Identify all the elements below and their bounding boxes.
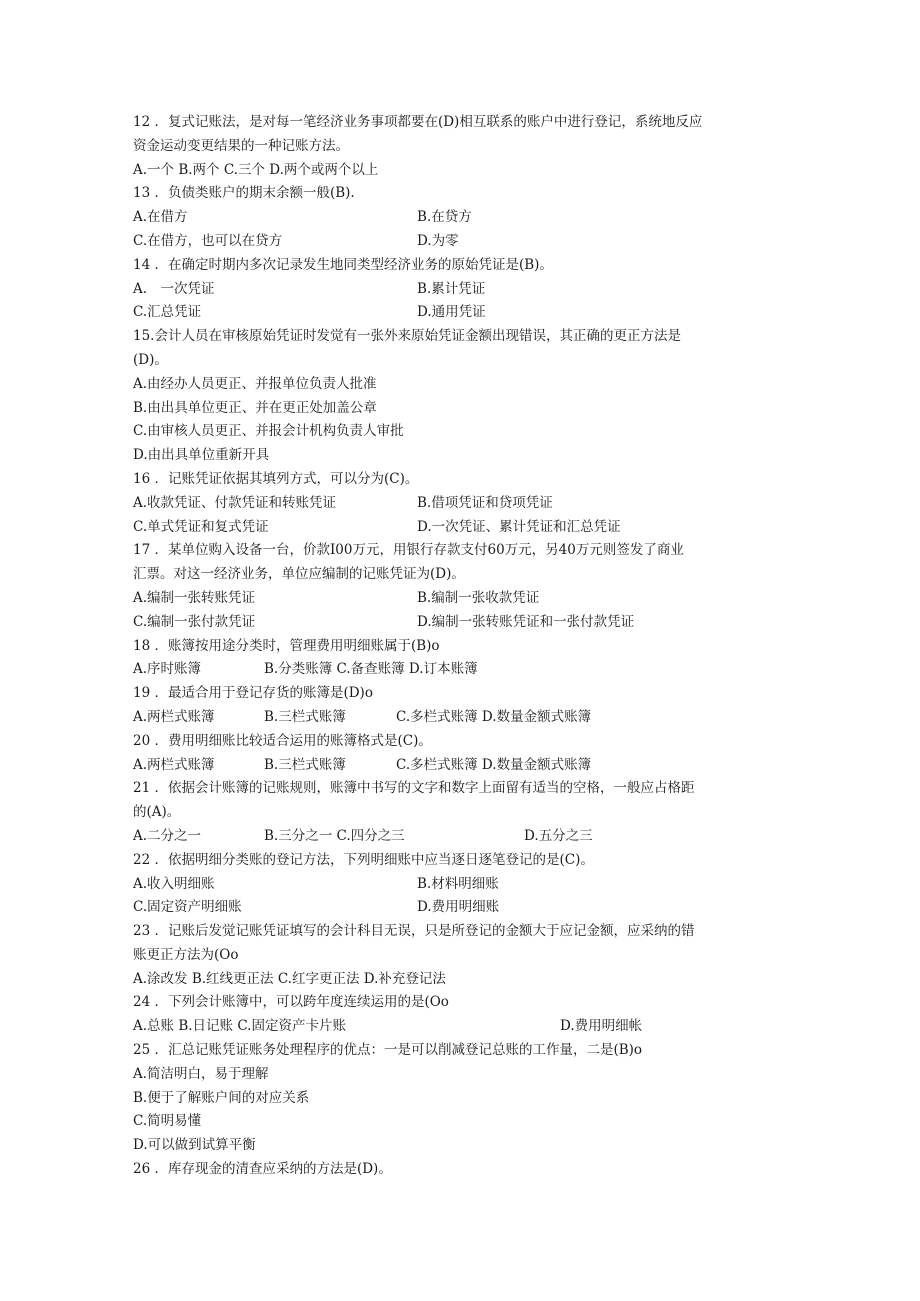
q14-option-b: B.累计凭证 xyxy=(417,280,486,297)
q19-option-b: B.三栏式账簿 xyxy=(264,708,346,725)
q19-stem: 19 ．最适合用于登记存货的账簿是(D)o xyxy=(133,685,373,702)
q12-stem-line1: 12 ．复式记账法，是对每一笔经济业务事项都要在(D)相互联系的账户中进行登记，系统地反应 xyxy=(133,114,703,130)
q24-option-d: D.费用明细帐 xyxy=(560,1018,643,1035)
q22-option-a: A.收入明细账 xyxy=(133,875,215,892)
q13-options-row1 xyxy=(133,206,793,230)
q24-options-abc: A.总账 B.日记账 C.固定资产卡片账 xyxy=(133,1018,346,1035)
q15-option-c: C.由审核人员更正、并报会计机构负责人审批 xyxy=(133,423,404,440)
q17-option-c: C.编制一张付款凭证 xyxy=(133,613,256,630)
q24-options xyxy=(133,1015,793,1039)
q20-stem: 20 ．费用明细账比较适合运用的账簿格式是(C)。 xyxy=(133,732,432,749)
q17-options-row2 xyxy=(133,611,793,635)
q18-option-a: A.序时账簿 xyxy=(133,661,202,678)
q23-options: A.涂改发 B.红线更正法 C.红字更正法 D.补充登记法 xyxy=(133,970,446,987)
q17-stem-line1: 17 ．某单位购入设备一台，价款I00万元，用银行存款支付60万元，另40万元则签发了商业 xyxy=(133,542,684,559)
q21-option-d: D.五分之三 xyxy=(524,827,593,844)
q20-options xyxy=(133,754,793,778)
q16-stem: 16 ．记账凭证依据其填列方式，可以分为(C)。 xyxy=(133,470,419,487)
q22-options-row2 xyxy=(133,896,793,920)
q20-options-cd: C.多栏式账簿 D.数量金额式账簿 xyxy=(396,756,592,773)
q12-options: A.一个 B.两个 C.三个 D.两个或两个以上 xyxy=(133,161,379,178)
q22-stem: 22 ．依据明细分类账的登记方法，下列明细账中应当逐日逐笔登记的是(C)。 xyxy=(133,851,594,868)
q21-stem-line2: 的(A)。 xyxy=(133,804,181,821)
q26-stem: 26 ．库存现金的清查应采纳的方法是(D)。 xyxy=(133,1161,392,1178)
q19-option-a: A.两栏式账簿 xyxy=(133,708,215,725)
q16-option-b: B.借项凭证和贷项凭证 xyxy=(417,494,553,511)
q13-option-d: D.为零 xyxy=(417,232,459,249)
q14-stem: 14 ．在确定时期内多次记录发生地同类型经济业务的原始凭证是(B)。 xyxy=(133,256,553,273)
q21-options-bc: B.三分之一 C.四分之三 xyxy=(264,827,405,844)
q23-stem-line1: 23 ．记账后发觉记账凭证填写的会计科目无误，只是所登记的金额大于应记金额，应采纳的错 xyxy=(133,923,695,940)
q25-option-d: D.可以做到试算平衡 xyxy=(133,1137,256,1154)
q13-option-b: B.在贷方 xyxy=(417,209,472,226)
q16-option-a: A.收款凭证、付款凭证和转账凭证 xyxy=(133,494,337,511)
q15-option-d: D.由出具单位重新开具 xyxy=(133,447,270,464)
q17-option-a: A.编制一张转账凭证 xyxy=(133,589,256,606)
q14-option-a: A. 一次凭证 xyxy=(133,280,215,297)
q21-option-a: A.二分之一 xyxy=(133,827,202,844)
q13-options-row2 xyxy=(133,230,793,254)
q25-option-b: B.便于了解账户间的对应关系 xyxy=(133,1089,310,1106)
q20-option-a: A.两栏式账簿 xyxy=(133,756,215,773)
q21-options xyxy=(133,825,793,849)
q25-option-c: C.简明易懂 xyxy=(133,1113,202,1130)
q18-stem: 18 ．账簿按用途分类时，管理费用明细账属于(B)o xyxy=(133,637,440,654)
q17-options-row1 xyxy=(133,587,793,611)
q14-option-d: D.通用凭证 xyxy=(417,304,486,321)
q22-options-row1 xyxy=(133,873,793,897)
q25-option-a: A.简洁明白，易于理解 xyxy=(133,1065,269,1082)
q15-option-b: B.由出具单位更正、并在更正处加盖公章 xyxy=(133,399,377,416)
q12-stem-line2: 资金运动变更结果的一种记账方法。 xyxy=(133,137,349,154)
q22-option-c: C.固定资产明细账 xyxy=(133,899,242,916)
q15-stem-line2: (D)。 xyxy=(133,351,168,368)
q16-options-row1 xyxy=(133,492,793,516)
q16-options-row2 xyxy=(133,516,793,540)
q18-options xyxy=(133,658,793,682)
q14-options-row2 xyxy=(133,301,793,325)
q16-option-d: D.一次凭证、累计凭证和汇总凭证 xyxy=(417,518,621,535)
q25-stem: 25 ．汇总记账凭证账务处理程序的优点：一是可以削减登记总账的工作量，二是(B)o xyxy=(133,1042,643,1059)
q14-option-c: C.汇总凭证 xyxy=(133,304,202,321)
q19-options xyxy=(133,706,793,730)
q20-option-b: B.三栏式账簿 xyxy=(264,756,346,773)
q18-options-bcd: B.分类账簿 C.备查账簿 D.订本账簿 xyxy=(264,661,478,678)
q17-stem-line2: 汇票。对这一经济业务，单位应编制的记账凭证为(D)。 xyxy=(133,566,465,583)
q17-option-b: B.编制一张收款凭证 xyxy=(417,589,540,606)
q13-option-c: C.在借方，也可以在贷方 xyxy=(133,232,283,249)
q13-option-a: A.在借方 xyxy=(133,209,188,226)
q22-option-b: B.材料明细账 xyxy=(417,875,499,892)
q17-option-d: D.编制一张转账凭证和一张付款凭证 xyxy=(417,613,635,630)
q14-options-row1 xyxy=(133,278,793,302)
question-list xyxy=(133,111,793,1182)
q24-stem: 24 ．下列会计账簿中，可以跨年度连续运用的是(Oo xyxy=(133,994,449,1011)
q23-stem-line2: 账更正方法为(Oo xyxy=(133,946,239,963)
q16-option-c: C.单式凭证和复式凭证 xyxy=(133,518,269,535)
q22-option-d: D.费用明细账 xyxy=(417,899,500,916)
q15-stem-line1: 15.会计人员在审核原始凭证时发觉有一张外来原始凭证金额出现错误，其正确的更正方法是 xyxy=(133,328,681,345)
q13-stem: 13 ．负债类账户的期末余额一般(B). xyxy=(133,185,355,202)
q21-stem-line1: 21 ．依据会计账簿的记账规则，账簿中书写的文字和数字上面留有适当的空格，一般应占格距 xyxy=(133,780,695,797)
q19-options-cd: C.多栏式账簿 D.数量金额式账簿 xyxy=(396,708,592,725)
q15-option-a: A.由经办人员更正、并报单位负责人批准 xyxy=(133,375,377,392)
